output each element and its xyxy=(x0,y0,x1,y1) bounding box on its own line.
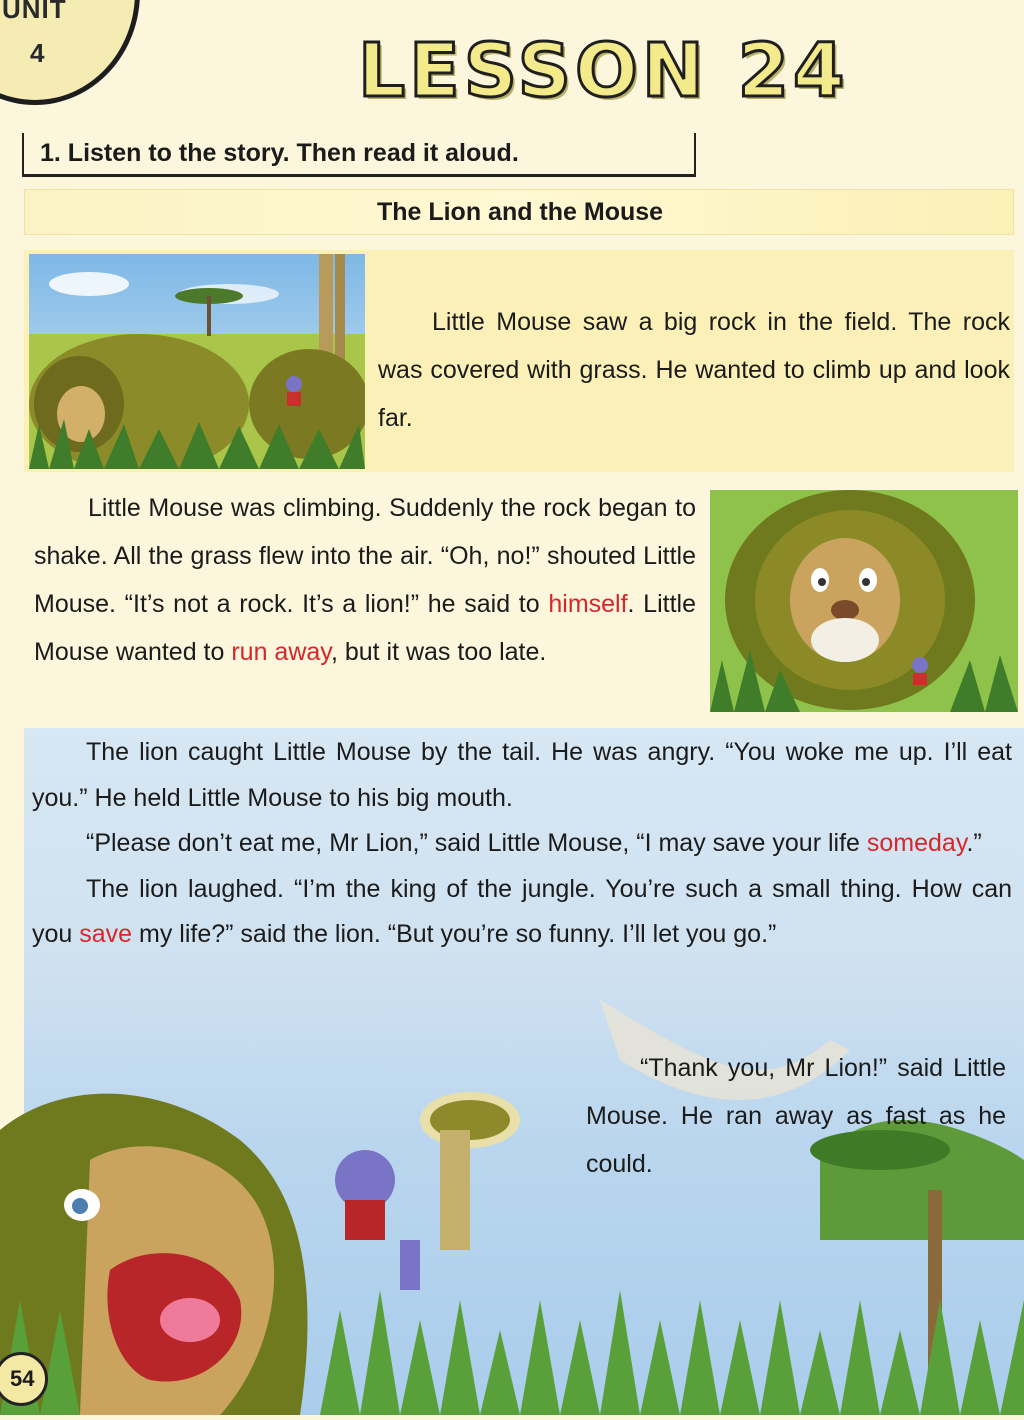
paragraph-2: Little Mouse was climbing. Suddenly the rock began to shake. All the grass flew into the air. “Oh, no!” shouted Little Mouse. “It’s not a rock. It’s a lion!” he said to himself. Little Mouse wanted to run away, but it was too late. xyxy=(34,494,696,666)
story-title-bar xyxy=(24,189,1014,235)
paragraph-1: Little Mouse saw a big rock in the field. The rock was covered with grass. He wanted to climb up and look far. xyxy=(378,308,1010,432)
paragraph-3: The lion caught Little Mouse by the tail. He was angry. “You woke me up. I’ll eat you.” He held Little Mouse to his big mouth. xyxy=(32,738,1012,812)
unit-number: 4 xyxy=(30,38,45,68)
paragraph-6: “Thank you, Mr Lion!” said Little Mouse. He ran away as fast as he could. xyxy=(586,1054,1006,1178)
vocab-himself: himself xyxy=(548,590,628,618)
lesson-title: LESSON 24 xyxy=(358,28,849,114)
instruction-text: 1. Listen to the story. Then read it aloud. xyxy=(40,139,519,167)
paragraph-4: “Please don’t eat me, Mr Lion,” said Little Mouse, “I may save your life someday.” xyxy=(86,829,982,857)
unit-label: UNIT xyxy=(2,0,67,24)
lion-sleeping-illustration xyxy=(29,254,365,469)
vocab-run-away: run away xyxy=(231,638,331,666)
vocab-someday: someday xyxy=(866,829,967,857)
story-title: The Lion and the Mouse xyxy=(376,198,664,226)
lion-awake-illustration xyxy=(710,490,1018,712)
vocab-save: save xyxy=(79,920,133,948)
page-number: 54 xyxy=(10,1366,35,1391)
paragraph-5: The lion laughed. “I’m the king of the jungle. You’re such a small thing. How can you save my life?” said the lion. “But you’re so funny. I’ll let you go.” xyxy=(32,874,1012,948)
story-text-block xyxy=(32,730,1012,958)
